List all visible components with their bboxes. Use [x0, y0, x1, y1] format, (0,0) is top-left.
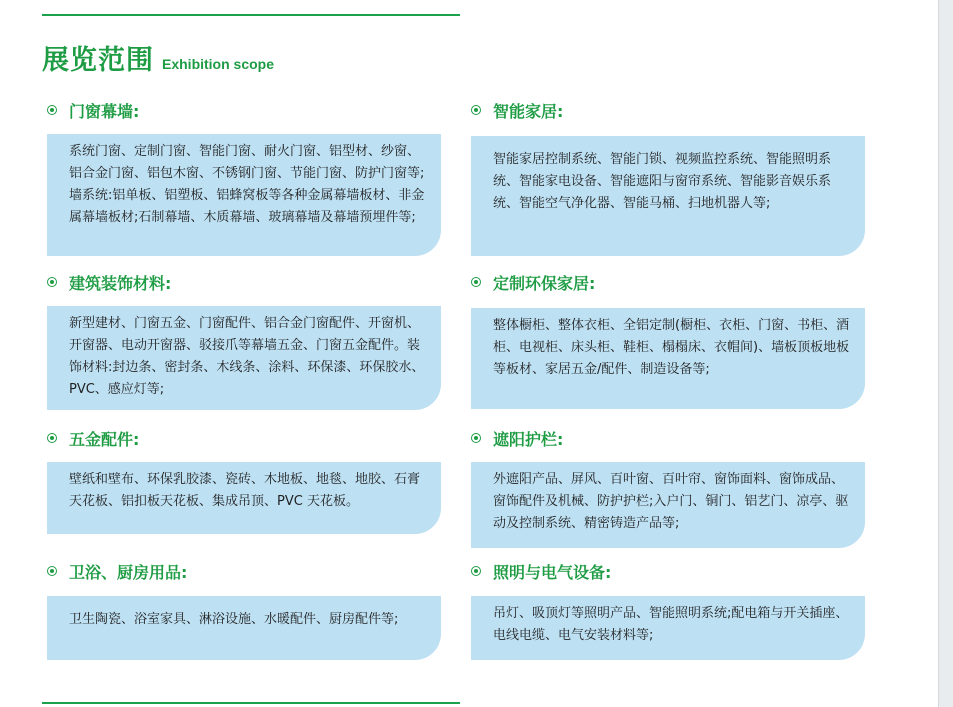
page-edge-strip: [938, 0, 953, 707]
section-title: 门窗幕墙:: [69, 101, 140, 121]
section-title: 智能家居:: [493, 101, 564, 121]
bullet-icon: [471, 105, 481, 115]
section-text: 智能家居控制系统、智能门锁、视频监控系统、智能照明系统、智能家电设备、智能遮阳与窗帘系统、智能影音娱乐系统、智能空气净化器、智能马桶、扫地机器人等;: [493, 152, 832, 211]
section-content-box: [47, 134, 441, 256]
section-title: 照明与电气设备:: [493, 562, 612, 582]
section-text: 新型建材、门窗五金、门窗配件、铝合金门窗配件、开窗机、开窗器、电动开窗器、驳接爪等幕墙五金、门窗五金配件。装饰材料:封边条、密封条、木线条、涂料、环保漆、环保胶水、PVC、感应灯等;: [69, 316, 425, 397]
section-content-box: [471, 136, 865, 256]
section-content-box: [47, 596, 441, 660]
section-content-box: [47, 462, 441, 534]
bullet-icon: [47, 566, 57, 576]
section-text: 壁纸和壁布、环保乳胶漆、瓷砖、木地板、地毯、地胶、石膏天花板、铝扣板天花板、集成吊顶、PVC 天花板。: [69, 472, 421, 509]
bullet-icon: [47, 433, 57, 443]
section-text: 吊灯、吸顶灯等照明产品、智能照明系统;配电箱与开关插座、电线电缆、电气安装材料等;: [493, 606, 849, 643]
section-title: 卫浴、厨房用品:: [69, 562, 188, 582]
page-heading: [42, 38, 274, 77]
bottom-rule: [42, 702, 460, 704]
section-content-box: [471, 462, 865, 548]
bullet-icon: [47, 105, 57, 115]
top-rule: [42, 14, 460, 16]
bullet-icon: [471, 566, 481, 576]
bullet-icon: [471, 277, 481, 287]
section-title: 遮阳护栏:: [493, 429, 564, 449]
heading-en: Exhibition scope: [162, 56, 275, 72]
section-content-box: [471, 596, 865, 660]
bullet-icon: [47, 277, 57, 287]
bullet-icon: [471, 433, 481, 443]
section-content-box: [471, 308, 865, 409]
section-content-box: [47, 306, 441, 410]
section-title: 建筑装饰材料:: [69, 273, 172, 293]
section-text: 系统门窗、定制门窗、智能门窗、耐火门窗、铝型材、纱窗、铝合金门窗、铝包木窗、不锈钢门窗、节能门窗、防护门窗等;墙系统:铝单板、铝塑板、铝蜂窝板等各种金属幕墙板材、非金属幕墙板材;石制幕墙、木质幕墙、玻璃幕墙及幕墙预埋件等;: [69, 144, 425, 225]
section-text: 卫生陶瓷、浴室家具、淋浴设施、水暖配件、厨房配件等;: [69, 612, 399, 627]
section-text: 外遮阳产品、屏风、百叶窗、百叶帘、窗饰面料、窗饰成品、窗饰配件及机械、防护护栏;入户门、铜门、铝艺门、凉亭、驱动及控制系统、精密铸造产品等;: [493, 472, 849, 531]
section-title: 五金配件:: [69, 429, 140, 449]
section-title: 定制环保家居:: [493, 273, 596, 293]
heading-cn: 展览范围: [42, 45, 154, 76]
section-text: 整体橱柜、整体衣柜、全铝定制(橱柜、衣柜、门窗、书柜、酒柜、电视柜、床头柜、鞋柜、榻榻床、衣帽间)、墙板顶板地板等板材、家居五金/配件、制造设备等;: [493, 318, 850, 377]
